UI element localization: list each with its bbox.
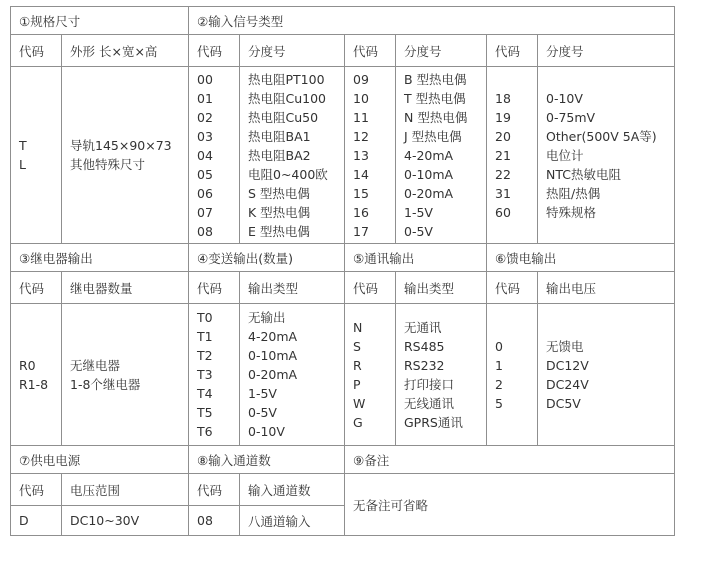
- value: 1-5V: [404, 204, 433, 220]
- code: 08: [197, 223, 213, 239]
- value: S 型热电偶: [248, 185, 310, 201]
- value: 电位计: [546, 147, 584, 163]
- value: J 型热电偶: [404, 128, 462, 144]
- value: 0-10V: [248, 424, 285, 439]
- code: 20: [495, 128, 511, 144]
- value: 无馈电: [546, 338, 584, 354]
- value: GPRS通讯: [404, 414, 463, 430]
- code-cell: [487, 304, 538, 446]
- value: Other(500V 5A等): [546, 128, 657, 144]
- column-header: 代码: [487, 272, 538, 304]
- code-cell: [189, 67, 240, 244]
- section-title: ①规格尺寸: [11, 7, 189, 35]
- code: 31: [495, 185, 511, 201]
- code: 10: [353, 90, 369, 106]
- code: 16: [353, 204, 369, 220]
- value-cell: [396, 304, 487, 446]
- column-header: 代码: [189, 35, 240, 67]
- value: 导轨145×90×73: [70, 138, 172, 153]
- value: 打印接口: [404, 376, 455, 392]
- value: N 型热电偶: [404, 109, 468, 125]
- code-cell: [487, 67, 538, 244]
- value: 热电阻BA2: [248, 147, 311, 163]
- code: 04: [197, 147, 213, 163]
- code: 18: [495, 90, 511, 106]
- column-header: 代码: [11, 474, 62, 506]
- value-cell: [538, 67, 675, 244]
- value: RS232: [404, 357, 445, 373]
- column-header: 代码: [345, 35, 396, 67]
- code: 0: [495, 338, 503, 354]
- column-header: 代码: [11, 35, 62, 67]
- code: 5: [495, 395, 503, 411]
- column-header: 代码: [487, 35, 538, 67]
- model-code-table: [10, 6, 675, 536]
- section-title: ⑦供电电源: [11, 446, 189, 474]
- code: 22: [495, 166, 511, 182]
- code: G: [353, 414, 363, 430]
- code: 01: [197, 90, 213, 106]
- remark-cell: 无备注可省略: [345, 474, 675, 536]
- value: 无线通讯: [404, 395, 455, 411]
- code: T1: [197, 329, 213, 344]
- value: 热电阻Cu50: [248, 109, 319, 125]
- value: K 型热电偶: [248, 204, 311, 220]
- code: 19: [495, 109, 511, 125]
- code: R1-8: [19, 376, 49, 392]
- value: 1-5V: [248, 386, 277, 401]
- code: T3: [197, 367, 213, 382]
- section-title: ⑨备注: [345, 446, 675, 474]
- value-cell: [396, 67, 487, 244]
- code: 11: [353, 109, 369, 125]
- value-cell: [538, 304, 675, 446]
- column-header: 代码: [11, 272, 62, 304]
- value: DC5V: [546, 395, 581, 411]
- code: 15: [353, 185, 369, 201]
- value: 无继电器: [70, 357, 121, 373]
- column-header: 输出电压: [538, 272, 675, 304]
- code: D: [11, 506, 62, 536]
- value-cell: [240, 67, 345, 244]
- code: 02: [197, 109, 213, 125]
- column-header: 继电器数量: [62, 272, 189, 304]
- value: 八通道输入: [240, 506, 345, 536]
- code: P: [353, 376, 361, 392]
- value: 0-10mA: [404, 166, 454, 182]
- value-cell: [62, 304, 189, 446]
- code: W: [353, 395, 366, 411]
- value: 无输出: [248, 310, 286, 325]
- value: E 型热电偶: [248, 223, 310, 239]
- value: 0-20mA: [248, 367, 298, 382]
- code: N: [353, 319, 363, 335]
- value-cell: [240, 304, 345, 446]
- value: 0-10mA: [248, 348, 298, 363]
- value: 特殊规格: [546, 204, 597, 220]
- code: 2: [495, 376, 503, 392]
- value: 0-20mA: [404, 185, 454, 201]
- code: S: [353, 338, 361, 354]
- code: R0: [19, 357, 36, 373]
- code: L: [19, 157, 26, 172]
- value: 0-5V: [404, 223, 433, 239]
- value: 热电阻BA1: [248, 128, 311, 144]
- code: 21: [495, 147, 511, 163]
- code-cell: [11, 67, 62, 244]
- code: T4: [197, 386, 213, 401]
- column-header: 分度号: [538, 35, 675, 67]
- code: 00: [197, 71, 213, 87]
- column-header: 外形 长×宽×高: [62, 35, 189, 67]
- value: DC12V: [546, 357, 589, 373]
- value: NTC热敏电阻: [546, 166, 621, 182]
- value: T 型热电偶: [404, 90, 466, 106]
- code-cell: [345, 304, 396, 446]
- value: 4-20mA: [404, 147, 454, 163]
- code: 03: [197, 128, 213, 144]
- column-header: 分度号: [396, 35, 487, 67]
- column-header: 电压范围: [62, 474, 189, 506]
- value: 1-8个继电器: [70, 376, 141, 392]
- section-title: ⑥馈电输出: [487, 244, 675, 272]
- column-header: 输出类型: [240, 272, 345, 304]
- value: B 型热电偶: [404, 71, 467, 87]
- value: DC24V: [546, 376, 589, 392]
- value: 4-20mA: [248, 329, 298, 344]
- column-header: 代码: [189, 272, 240, 304]
- column-header: 代码: [189, 474, 240, 506]
- value: 0-10V: [546, 90, 583, 106]
- value: 无通讯: [404, 319, 442, 335]
- value: 其他特殊尺寸: [70, 157, 146, 172]
- column-header: 输入通道数: [240, 474, 345, 506]
- selection-sheet: [10, 6, 674, 539]
- code: T2: [197, 348, 213, 363]
- value: 0-5V: [248, 405, 277, 420]
- code: R: [353, 357, 362, 373]
- value: 电阻0~400欧: [248, 166, 328, 182]
- value: 热电阻PT100: [248, 71, 325, 87]
- code: 13: [353, 147, 369, 163]
- column-header: 输出类型: [396, 272, 487, 304]
- value: DC10~30V: [62, 506, 189, 536]
- section-title: ⑤通讯输出: [345, 244, 487, 272]
- code: T6: [197, 424, 213, 439]
- section-title: ④变送输出(数量): [189, 244, 345, 272]
- code: 09: [353, 71, 369, 87]
- code: 60: [495, 204, 511, 220]
- value: 热阻/热偶: [546, 185, 601, 201]
- value: 0-75mV: [546, 109, 596, 125]
- code: 12: [353, 128, 369, 144]
- code: 08: [189, 506, 240, 536]
- code: 07: [197, 204, 213, 220]
- code: 06: [197, 185, 213, 201]
- code: 05: [197, 166, 213, 182]
- column-header: 分度号: [240, 35, 345, 67]
- section-title: ②输入信号类型: [189, 7, 675, 35]
- code: 17: [353, 223, 369, 239]
- code-cell: [345, 67, 396, 244]
- section-title: ⑧输入通道数: [189, 446, 345, 474]
- code-cell: [11, 304, 62, 446]
- code-cell: [189, 304, 240, 446]
- column-header: 代码: [345, 272, 396, 304]
- code: T0: [197, 310, 213, 325]
- code: 14: [353, 166, 369, 182]
- code: T: [19, 138, 27, 153]
- value: RS485: [404, 338, 445, 354]
- section-title: ③继电器输出: [11, 244, 189, 272]
- code: T5: [197, 405, 213, 420]
- code: 1: [495, 357, 503, 373]
- value: 热电阻Cu100: [248, 90, 327, 106]
- value-cell: [62, 67, 189, 244]
